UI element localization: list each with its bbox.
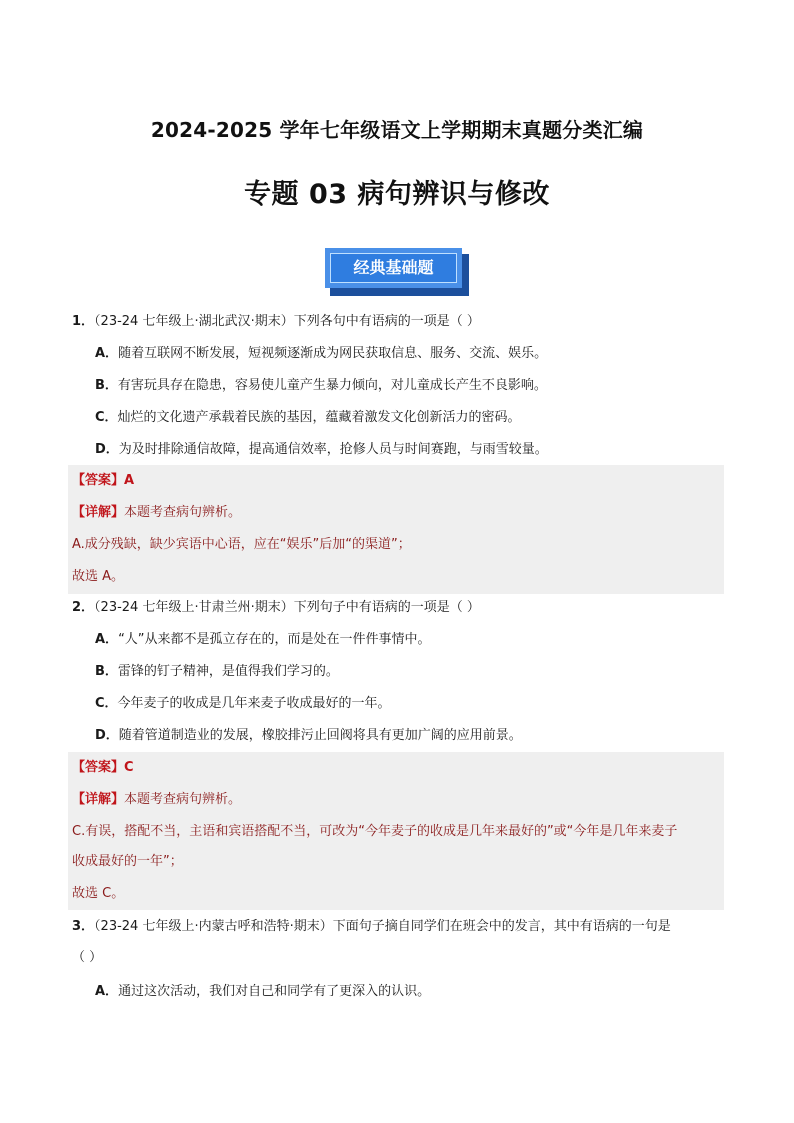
- question-1-answer: 【答案】A: [72, 473, 135, 488]
- question-1-option-b: B．有害玩具存在隐患，容易使儿童产生暴力倾向，对儿童成长产生不良影响。: [95, 378, 547, 393]
- section-badge: [325, 248, 469, 296]
- question-2-analysis-line-1: C.有误，搭配不当，主语和宾语搭配不当，可改为“今年麦子的收成是几年来最好的”或“今年是几年来麦子: [72, 824, 678, 839]
- question-2-option-c: C．今年麦子的收成是几年来麦子收成最好的一年。: [95, 696, 391, 711]
- question-2-stem: 2．（23-24 七年级上·甘肃兰州·期末）下列句子中有语病的一项是（ ）: [72, 600, 480, 615]
- question-3-stem-continued: （ ）: [72, 950, 103, 965]
- question-1-analysis: A.成分残缺，缺少宾语中心语，应在“娱乐”后加“的渠道”；: [72, 537, 411, 552]
- question-1-option-d: D．为及时排除通信故障，提高通信效率，抢修人员与时间赛跑，与雨雪较量。: [95, 442, 548, 457]
- question-1-conclusion: 故选 A。: [72, 569, 125, 584]
- question-2-option-b: B．雷锋的钉子精神，是值得我们学习的。: [95, 664, 339, 679]
- question-2-analysis-line-2: 收成最好的一年”；: [72, 854, 183, 869]
- question-1-answer-box: [68, 465, 724, 594]
- question-3-stem: 3．（23-24 七年级上·内蒙古呼和浩特·期末）下面句子摘自同学们在班会中的发言，其中有语病的一句是: [72, 919, 671, 934]
- question-1-option-c: C．灿烂的文化遗产承载着民族的基因，蕴藏着激发文化创新活力的密码。: [95, 410, 521, 425]
- question-2-detail: 【详解】本题考查病句辨析。: [72, 792, 242, 807]
- question-3-option-a: A．通过这次活动，我们对自己和同学有了更深入的认识。: [95, 984, 431, 999]
- question-2-conclusion: 故选 C。: [72, 886, 125, 901]
- question-1-stem: 1．（23-24 七年级上·湖北武汉·期末）下列各句中有语病的一项是（ ）: [72, 314, 480, 329]
- question-2-answer: 【答案】C: [72, 760, 134, 775]
- question-2-option-a: A．“人”从来都不是孤立存在的，而是处在一件件事情中。: [95, 632, 431, 647]
- section-badge-label: 经典基础题: [330, 253, 457, 283]
- question-1-detail: 【详解】本题考查病句辨析。: [72, 505, 242, 520]
- document-title: 2024-2025 学年七年级语文上学期期末真题分类汇编: [150, 118, 644, 142]
- question-1-option-a: A．随着互联网不断发展，短视频逐渐成为网民获取信息、服务、交流、娱乐。: [95, 346, 548, 361]
- topic-title: 专题 03 病句辨识与修改: [244, 179, 550, 210]
- question-2-option-d: D．随着管道制造业的发展，橡胶排污止回阀将具有更加广阔的应用前景。: [95, 728, 522, 743]
